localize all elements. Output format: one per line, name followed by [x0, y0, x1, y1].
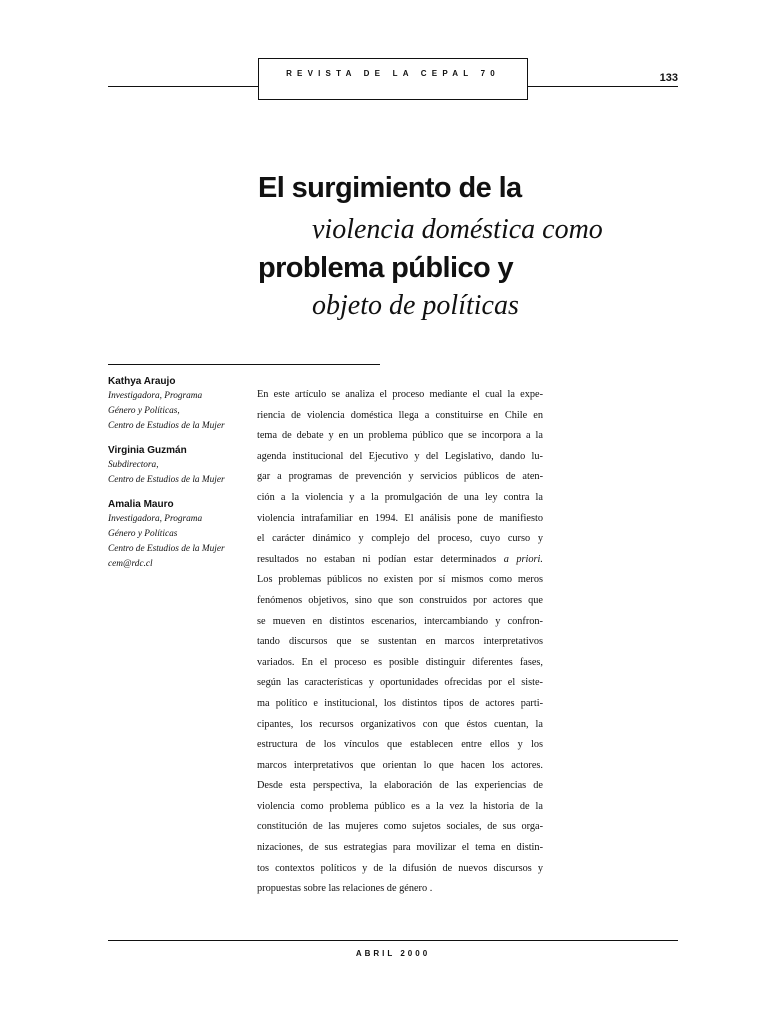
page-number: 133	[659, 72, 678, 84]
journal-name: REVISTA DE LA CEPAL 70	[286, 69, 500, 78]
abstract-line: riencia de violencia doméstica llega a constituirse en Chile en	[257, 409, 543, 421]
author-name: Amalia Mauro	[108, 499, 174, 510]
title-line-4: objeto de políticas	[312, 290, 519, 321]
italic-phrase: a priori.	[503, 553, 543, 565]
footer-date: ABRIL 2000	[355, 949, 431, 958]
abstract-line: Desde esta perspectiva, la elaboración de las experiencias de	[257, 780, 543, 792]
abstract-line: cipantes, los recursos organizativos con que éstos cuentan, la	[257, 718, 543, 730]
abstract-line: violencia como problema público es a la vez la historia de la	[257, 800, 543, 812]
abstract-line: agenda institucional del Ejecutivo y del Legislativo, dando lu-	[257, 450, 543, 462]
abstract-line: ción a la violencia y a la promulgación de una ley contra la	[257, 491, 543, 503]
abstract-line: ma político e institucional, los distintos tipos de actores parti-	[257, 697, 543, 709]
author-rule	[108, 364, 380, 365]
abstract-line: marcos interpretativos que orientan lo que hacen los actores.	[257, 759, 543, 771]
title-line-2: violencia doméstica como	[312, 214, 603, 245]
title-line-3: problema público y	[258, 252, 514, 284]
author-entry	[108, 443, 248, 488]
abstract-line: violencia intrafamiliar en 1994. El análisis pone de manifiesto	[257, 512, 543, 524]
abstract-line: fenómenos objetivos, sino que son construidos por actores que	[257, 594, 543, 606]
author-entry	[108, 374, 248, 434]
author-affiliation: Investigadora, Programa	[108, 514, 203, 524]
author-email[interactable]: cem@rdc.cl	[108, 559, 153, 569]
author-affiliation: Género y Políticas,	[108, 406, 180, 416]
abstract-line: Los problemas públicos no existen por sí mismos como meros	[257, 574, 543, 586]
author-affiliation: Subdirectora,	[108, 460, 159, 470]
abstract	[257, 385, 543, 900]
abstract-line: variados. En el proceso es posible distinguir diferentes fases,	[257, 656, 543, 668]
author-affiliation: Centro de Estudios de la Mujer	[108, 544, 225, 554]
abstract-line: según las características y oportunidades ofrecidas por el siste-	[257, 677, 543, 689]
abstract-line: estructura de los vínculos que establecen entre ellos y los	[257, 739, 543, 751]
author-affiliation: Investigadora, Programa	[108, 391, 203, 401]
abstract-line: constitución de las mujeres como sujetos sociales, de sus orga-	[257, 821, 543, 833]
author-affiliation: Centro de Estudios de la Mujer	[108, 475, 225, 485]
abstract-line: gar a programas de prevención y servicios públicos de aten-	[257, 471, 543, 483]
author-name: Kathya Araujo	[108, 376, 176, 387]
title-line-1: El surgimiento de la	[258, 172, 522, 204]
footer-rule	[108, 940, 678, 941]
abstract-line-with-italic	[257, 550, 543, 571]
abstract-line: se mueven en distintos escenarios, intercambiando y confron-	[257, 615, 543, 627]
author-affiliation: Género y Políticas	[108, 529, 178, 539]
abstract-line: propuestas sobre las relaciones de género .	[257, 883, 433, 895]
author-entry	[108, 497, 248, 572]
abstract-line: tando discursos que se sustentan en marcos interpretativos	[257, 636, 543, 648]
abstract-line: En este artículo se analiza el proceso mediante el cual la expe-	[257, 389, 543, 400]
abstract-line: tema de debate y en un problema público que se incorpora a la	[257, 430, 543, 442]
abstract-line: el carácter dinámico y complejo del proceso, cuyo curso y	[257, 533, 543, 545]
abstract-line: nizaciones, de sus estrategias para movilizar el tema en distin-	[257, 842, 543, 854]
abstract-line-text: resultados no estaban ni podían estar determinados	[257, 553, 497, 565]
author-affiliation: Centro de Estudios de la Mujer	[108, 421, 225, 431]
author-name: Virginia Guzmán	[108, 445, 187, 456]
author-list	[108, 374, 248, 581]
abstract-line: tos contextos políticos y de la difusión de nuevos discursos y	[257, 862, 543, 874]
